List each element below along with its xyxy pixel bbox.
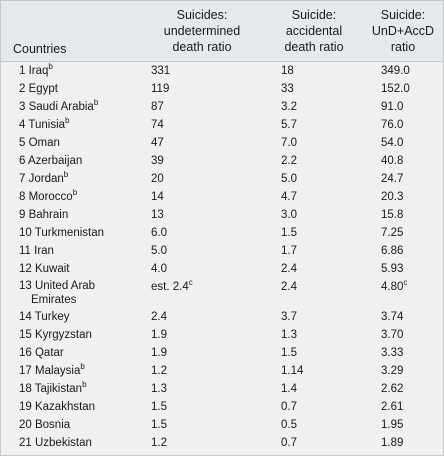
combined-ratio-cell: 4.80$^c$ xyxy=(381,278,408,293)
undetermined-ratio-cell: 119 xyxy=(151,83,170,95)
combined-ratio-cell: 3.74 xyxy=(381,311,404,323)
accidental-ratio-cell: 3.7 xyxy=(281,311,297,323)
accidental-ratio-cell: 0.7 xyxy=(281,437,297,449)
table-row xyxy=(1,134,443,152)
table-row xyxy=(1,170,443,188)
country-cell xyxy=(19,242,54,260)
country-name: 7 Jordan xyxy=(19,173,64,185)
table-header xyxy=(1,1,443,62)
combined-ratio-cell: 152.0 xyxy=(381,83,410,95)
accidental-ratio-cell: 1.7 xyxy=(281,245,297,257)
table-row xyxy=(1,308,443,326)
accidental-ratio-cell: 0.7 xyxy=(281,401,297,413)
accidental-ratio-cell: 3.0 xyxy=(281,209,297,221)
table-row xyxy=(1,416,443,434)
undetermined-ratio-cell: 39 xyxy=(151,155,164,167)
undetermined-ratio-cell: 13 xyxy=(151,209,164,221)
combined-ratio-cell: 1.89 xyxy=(381,437,404,449)
undetermined-ratio-cell: 331 xyxy=(151,65,171,77)
country-name: 12 Kuwait xyxy=(19,263,70,275)
footnote-marker: b xyxy=(48,62,53,72)
country-name: 6 Azerbaijan xyxy=(19,155,83,167)
accidental-ratio-cell: 1.14 xyxy=(281,365,304,377)
country-name: 11 Iran xyxy=(19,245,54,257)
country-name: 5 Oman xyxy=(19,137,60,149)
country-name: 14 Turkey xyxy=(19,311,70,323)
footnote-marker: b xyxy=(93,98,99,108)
table-row xyxy=(1,434,443,452)
table-row xyxy=(1,260,443,278)
header-accidental-ratio: Suicide: accidental death ratio xyxy=(284,8,344,54)
country-cell xyxy=(19,170,68,188)
accidental-ratio-cell: 2.4 xyxy=(281,263,297,275)
table-body xyxy=(1,62,443,452)
country-name: 8 Morocco xyxy=(19,191,73,203)
undetermined-ratio-cell: 20 xyxy=(151,173,164,185)
undetermined-ratio-cell: 6.0 xyxy=(151,227,167,239)
accidental-ratio-cell: 1.4 xyxy=(281,383,297,395)
country-name: 9 Bahrain xyxy=(19,209,69,221)
footnote-marker: b xyxy=(72,188,78,198)
country-name: 20 Bosnia xyxy=(19,419,71,431)
country-cell xyxy=(19,398,95,416)
undetermined-ratio-cell: 1.9 xyxy=(151,329,167,341)
header-countries: Countries xyxy=(13,42,67,56)
country-cell xyxy=(19,326,92,344)
table-row xyxy=(1,344,443,362)
table-row xyxy=(1,98,443,116)
combined-ratio-cell: 1.95 xyxy=(381,419,404,431)
accidental-ratio-cell: 18 xyxy=(281,65,294,77)
undetermined-ratio-cell: 74 xyxy=(151,119,164,131)
country-name: 3 Saudi Arabia xyxy=(19,101,94,113)
country-cell xyxy=(19,80,58,98)
country-name: 2 Egypt xyxy=(19,83,58,95)
accidental-ratio-cell: 1.3 xyxy=(281,329,297,341)
table-row xyxy=(1,224,443,242)
table-row xyxy=(1,80,443,98)
undetermined-ratio-cell: 1.3 xyxy=(151,383,167,395)
accidental-ratio-cell: 2.4 xyxy=(281,281,297,293)
undetermined-ratio-cell: 14 xyxy=(151,191,164,203)
undetermined-ratio-cell: 87 xyxy=(151,101,164,113)
accidental-ratio-cell: 5.7 xyxy=(281,119,297,131)
footnote-marker: b xyxy=(82,380,87,390)
table-row xyxy=(1,380,443,398)
undetermined-ratio-cell: 47 xyxy=(151,137,164,149)
combined-ratio-cell: 2.61 xyxy=(381,401,404,413)
footnote-marker: c xyxy=(188,278,193,288)
country-cell xyxy=(19,152,82,170)
table-row xyxy=(1,62,443,80)
table-row xyxy=(1,116,443,134)
country-name-cont: Emirates xyxy=(31,294,77,306)
country-cell xyxy=(19,362,85,380)
undetermined-ratio-cell: est. 2.4$^c$ xyxy=(151,278,193,293)
combined-ratio-cell: 3.70 xyxy=(381,329,404,341)
combined-ratio-cell: 15.8 xyxy=(381,209,404,221)
country-cell xyxy=(19,188,77,206)
undetermined-ratio-cell: 1.2 xyxy=(151,365,167,377)
accidental-ratio-cell: 4.7 xyxy=(281,191,297,203)
country-name: 4 Tunisia xyxy=(19,119,66,131)
combined-ratio-cell: 349.0 xyxy=(381,65,410,77)
country-cell xyxy=(19,278,95,307)
country-name: 13 United Arab xyxy=(19,280,96,292)
combined-ratio-cell: 3.29 xyxy=(381,365,404,377)
footnote-marker: b xyxy=(80,362,85,372)
country-cell xyxy=(19,434,92,452)
header-und-accd-ratio: Suicide: UnD+AccD ratio xyxy=(371,8,435,54)
country-name: 17 Malaysia xyxy=(19,365,81,377)
country-cell xyxy=(19,116,69,134)
country-cell xyxy=(19,260,70,278)
combined-ratio-cell: 7.25 xyxy=(381,227,404,239)
country-name: 10 Turkmenistan xyxy=(19,227,105,239)
combined-ratio-cell: 54.0 xyxy=(381,137,404,149)
footnote-marker: b xyxy=(63,170,69,180)
country-cell xyxy=(19,206,68,224)
country-name: 15 Kyrgyzstan xyxy=(19,329,92,341)
undetermined-ratio-cell: 1.9 xyxy=(151,347,167,359)
undetermined-ratio-cell: 2.4 xyxy=(151,311,167,323)
country-cell xyxy=(19,134,60,152)
country-name: 18 Tajikistan xyxy=(19,383,83,395)
country-cell xyxy=(19,62,53,80)
combined-ratio-cell: 24.7 xyxy=(381,173,404,185)
accidental-ratio-cell: 2.2 xyxy=(281,155,297,167)
undetermined-ratio-cell: 1.2 xyxy=(151,437,167,449)
accidental-ratio-cell: 1.5 xyxy=(281,347,297,359)
table-row xyxy=(1,152,443,170)
table-row xyxy=(1,242,443,260)
footnote-marker: c xyxy=(403,278,408,288)
country-name: 21 Uzbekistan xyxy=(19,437,92,449)
footnote-marker: b xyxy=(65,116,70,126)
undetermined-ratio-cell: 1.5 xyxy=(151,401,167,413)
country-name: 16 Qatar xyxy=(19,347,64,359)
undetermined-ratio-cell: 4.0 xyxy=(151,263,167,275)
accidental-ratio-cell: 7.0 xyxy=(281,137,297,149)
combined-ratio-cell: 40.8 xyxy=(381,155,404,167)
accidental-ratio-cell: 3.2 xyxy=(281,101,297,113)
combined-ratio-cell: 6.86 xyxy=(381,245,404,257)
undetermined-ratio-cell: 1.5 xyxy=(151,419,167,431)
country-cell xyxy=(19,224,104,242)
undetermined-ratio-cell: 5.0 xyxy=(151,245,167,257)
country-cell xyxy=(19,416,70,434)
combined-ratio-cell: 76.0 xyxy=(381,119,404,131)
table-row xyxy=(1,398,443,416)
combined-ratio-cell: 20.3 xyxy=(381,191,404,203)
table-row xyxy=(1,278,443,308)
country-cell xyxy=(19,98,98,116)
accidental-ratio-cell: 33 xyxy=(281,83,294,95)
header-undetermined-ratio: Suicides: undetermined death ratio xyxy=(163,8,241,54)
combined-ratio-cell: 91.0 xyxy=(381,101,404,113)
combined-ratio-cell: 2.62 xyxy=(381,383,404,395)
accidental-ratio-cell: 1.5 xyxy=(281,227,297,239)
table-row xyxy=(1,188,443,206)
combined-ratio-cell: 3.33 xyxy=(381,347,404,359)
table-row xyxy=(1,362,443,380)
combined-ratio-cell: 5.93 xyxy=(381,263,404,275)
accidental-ratio-cell: 0.5 xyxy=(281,419,297,431)
table-row xyxy=(1,206,443,224)
country-cell xyxy=(19,344,64,362)
country-cell xyxy=(19,380,87,398)
table-row xyxy=(1,326,443,344)
country-cell xyxy=(19,308,70,326)
country-name: 19 Kazakhstan xyxy=(19,401,96,413)
country-name: 1 Iraq xyxy=(19,65,49,77)
accidental-ratio-cell: 5.0 xyxy=(281,173,297,185)
